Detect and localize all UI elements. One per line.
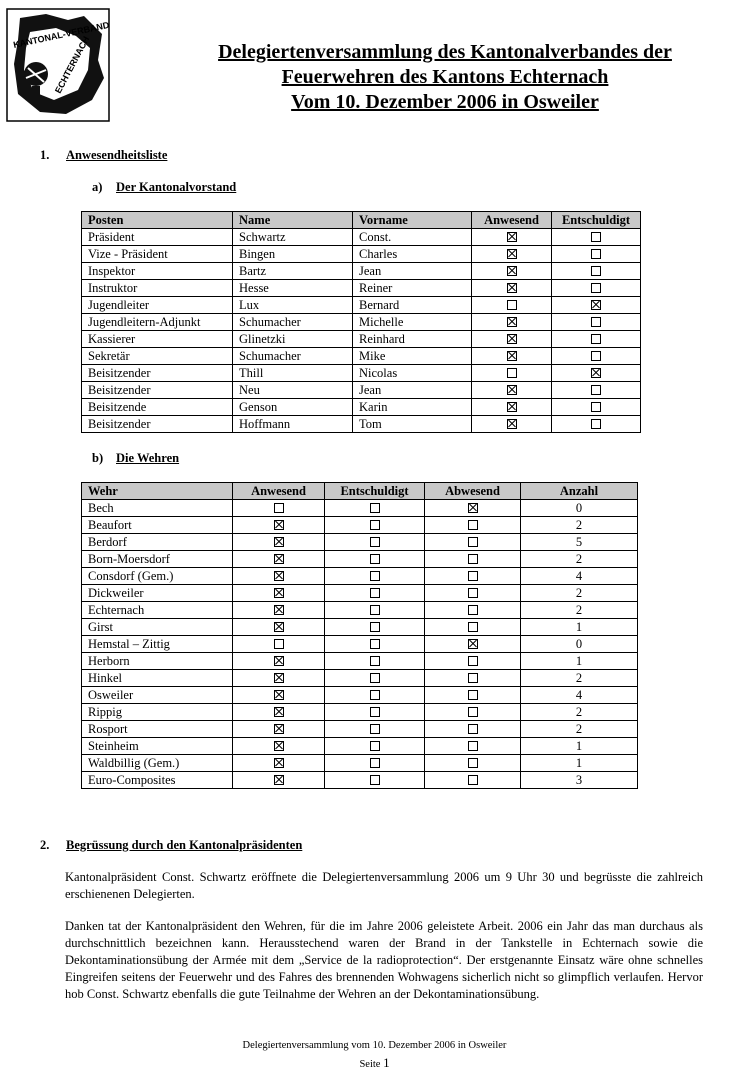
empty-checkbox-icon [591,334,601,344]
vorname-cell: Const. [353,229,472,246]
anwesend-cell [233,721,325,738]
abwesend-cell [425,670,521,687]
entschuldigt-cell [325,619,425,636]
empty-checkbox-icon [370,571,380,581]
anzahl-cell: 2 [521,670,638,687]
empty-checkbox-icon [468,656,478,666]
entschuldigt-cell [325,602,425,619]
table-row [82,721,638,738]
logo-side-text: ECHTERNACH [52,34,92,95]
col-anwesend-header: Anwesend [233,483,325,500]
anwesend-cell [233,568,325,585]
empty-checkbox-icon [370,707,380,717]
checked-checkbox-icon [274,775,284,785]
entschuldigt-cell [552,416,641,433]
posten-cell: Präsident [82,229,233,246]
empty-checkbox-icon [468,724,478,734]
anwesend-cell [233,738,325,755]
empty-checkbox-icon [468,775,478,785]
entschuldigt-cell [325,517,425,534]
checked-checkbox-icon [274,758,284,768]
empty-checkbox-icon [468,588,478,598]
table-row [82,568,638,585]
empty-checkbox-icon [468,741,478,751]
col-anzahl-header: Anzahl [521,483,638,500]
wehr-cell: Berdorf [82,534,233,551]
wehr-cell: Euro-Composites [82,772,233,789]
anwesend-cell [472,416,552,433]
empty-checkbox-icon [370,690,380,700]
abwesend-cell [425,772,521,789]
table-row [82,416,641,433]
checked-checkbox-icon [274,537,284,547]
entschuldigt-cell [552,280,641,297]
anwesend-cell [472,314,552,331]
empty-checkbox-icon [591,385,601,395]
entschuldigt-cell [552,314,641,331]
anwesend-cell [233,670,325,687]
empty-checkbox-icon [370,639,380,649]
col-anwesend-header: Anwesend [472,212,552,229]
empty-checkbox-icon [591,266,601,276]
anzahl-cell: 5 [521,534,638,551]
name-cell: Genson [233,399,353,416]
empty-checkbox-icon [370,622,380,632]
anwesend-cell [472,382,552,399]
checked-checkbox-icon [591,368,601,378]
entschuldigt-cell [325,704,425,721]
vorname-cell: Mike [353,348,472,365]
abwesend-cell [425,568,521,585]
wehr-cell: Rippig [82,704,233,721]
subsection-b-heading [92,451,179,466]
checked-checkbox-icon [274,554,284,564]
empty-checkbox-icon [370,656,380,666]
section-1-number: 1. [40,148,50,162]
anwesend-cell [472,399,552,416]
section-1-heading [40,148,167,163]
anwesend-cell [472,348,552,365]
wehren-header-row [82,483,638,500]
empty-checkbox-icon [370,775,380,785]
vorname-cell: Karin [353,399,472,416]
table-row [82,534,638,551]
empty-checkbox-icon [370,503,380,513]
subsection-b-title: Die Wehren [116,451,180,465]
table-row [82,602,638,619]
anwesend-cell [233,704,325,721]
subsection-b-number: b) [92,451,104,465]
entschuldigt-cell [325,772,425,789]
checked-checkbox-icon [274,605,284,615]
anwesend-cell [472,263,552,280]
empty-checkbox-icon [370,588,380,598]
abwesend-cell [425,534,521,551]
checked-checkbox-icon [468,503,478,513]
entschuldigt-cell [325,653,425,670]
entschuldigt-cell [325,670,425,687]
table-row [82,280,641,297]
logo-top-text: KANTONAL-VERBAND [12,19,110,50]
section-2-title: Begrüssung durch den Kantonalpräsidenten [66,838,303,852]
abwesend-cell [425,636,521,653]
anzahl-cell: 2 [521,721,638,738]
empty-checkbox-icon [468,537,478,547]
wehr-cell: Consdorf (Gem.) [82,568,233,585]
anwesend-cell [472,297,552,314]
anwesend-cell [233,653,325,670]
entschuldigt-cell [552,246,641,263]
checked-checkbox-icon [507,317,517,327]
checked-checkbox-icon [274,588,284,598]
entschuldigt-cell [552,382,641,399]
anzahl-cell: 2 [521,517,638,534]
entschuldigt-cell [552,331,641,348]
anwesend-cell [233,772,325,789]
col-vorname-header: Vorname [353,212,472,229]
page-label: Seite [359,1059,381,1070]
empty-checkbox-icon [468,554,478,564]
anwesend-cell [233,500,325,517]
abwesend-cell [425,721,521,738]
empty-checkbox-icon [507,300,517,310]
table-row [82,500,638,517]
empty-checkbox-icon [370,605,380,615]
footer-text: Delegiertenversammlung vom 10. Dezember 2006 in Osweiler [242,1040,507,1051]
table-row [82,755,638,772]
entschuldigt-cell [325,500,425,517]
anwesend-cell [472,246,552,263]
wehr-cell: Steinheim [82,738,233,755]
entschuldigt-cell [325,534,425,551]
section-2-number: 2. [40,838,50,852]
table-row [82,297,641,314]
name-cell: Bartz [233,263,353,280]
name-cell: Thill [233,365,353,382]
paragraph-1: Kantonalpräsident Const. Schwartz eröffnete die Delegiertenversammlung 2006 um 9 Uhr 30 und begrüsste die zahlreich erschienenen Delegierten. [65,870,703,901]
wehr-cell: Herborn [82,653,233,670]
title-line-3: Vom 10. Dezember 2006 in Osweiler [291,91,599,113]
checked-checkbox-icon [274,690,284,700]
vorname-cell: Reiner [353,280,472,297]
anwesend-cell [233,619,325,636]
table-row [82,314,641,331]
anzahl-cell: 2 [521,551,638,568]
empty-checkbox-icon [507,368,517,378]
posten-cell: Instruktor [82,280,233,297]
subsection-a-title: Der Kantonalvorstand [116,180,237,194]
empty-checkbox-icon [468,758,478,768]
table-row [82,229,641,246]
posten-cell: Beisitzender [82,382,233,399]
name-cell: Schumacher [233,348,353,365]
anzahl-cell: 4 [521,568,638,585]
anzahl-cell: 3 [521,772,638,789]
checked-checkbox-icon [507,266,517,276]
wehren-table [81,482,638,789]
table-row [82,348,641,365]
abwesend-cell [425,602,521,619]
empty-checkbox-icon [468,707,478,717]
entschuldigt-cell [325,738,425,755]
abwesend-cell [425,755,521,772]
anzahl-cell: 4 [521,687,638,704]
anwesend-cell [233,602,325,619]
section-1-title: Anwesendheitsliste [66,148,168,162]
vorstand-table [81,211,641,433]
wehr-cell: Girst [82,619,233,636]
document-title [150,40,740,115]
entschuldigt-cell [325,636,425,653]
wehr-cell: Born-Moersdorf [82,551,233,568]
empty-checkbox-icon [591,402,601,412]
table-row [82,551,638,568]
anzahl-cell: 1 [521,755,638,772]
empty-checkbox-icon [468,571,478,581]
empty-checkbox-icon [591,249,601,259]
wehr-cell: Rosport [82,721,233,738]
table-row [82,382,641,399]
checked-checkbox-icon [507,385,517,395]
checked-checkbox-icon [507,351,517,361]
vorname-cell: Jean [353,263,472,280]
col-name-header: Name [233,212,353,229]
checked-checkbox-icon [274,520,284,530]
empty-checkbox-icon [591,283,601,293]
table-row [82,331,641,348]
title-line-2: Feuerwehren des Kantons Echternach [281,66,609,88]
entschuldigt-cell [552,229,641,246]
entschuldigt-cell [552,365,641,382]
anwesend-cell [472,229,552,246]
abwesend-cell [425,517,521,534]
table-row [82,670,638,687]
table-row [82,263,641,280]
paragraph-2: Danken tat der Kantonalpräsident den Wehren, für die im Jahre 2006 geleistete Arbeit. 2006 ein Jahr das man durchaus als durchschnittlich bezeichnen kann. Herausstechend waren der Brand in der Tankstelle in Echternach sowie die Dekontaminationsübung der Armée mit dem „Service de la radioprotection“. Der erstgenannte Einsatz wäre ohne schnelles Eingreifen seitens der Feuerwehr und des Fahres des brennenden Wohwagens sicherlich nicht so glimpflich verlaufen. Hervor hob Const. Schwartz ebenfalls die gute Teilnahme der Wehren an der Dekontaminationsübung. [65,919,703,1001]
abwesend-cell [425,653,521,670]
checked-checkbox-icon [274,707,284,717]
wehr-cell: Hinkel [82,670,233,687]
entschuldigt-cell [325,755,425,772]
table-row [82,738,638,755]
wehr-cell: Beaufort [82,517,233,534]
anzahl-cell: 2 [521,585,638,602]
table-row [82,585,638,602]
empty-checkbox-icon [468,690,478,700]
anwesend-cell [472,365,552,382]
entschuldigt-cell [325,551,425,568]
checked-checkbox-icon [274,741,284,751]
checked-checkbox-icon [274,724,284,734]
anwesend-cell [233,755,325,772]
name-cell: Bingen [233,246,353,263]
posten-cell: Beisitzender [82,365,233,382]
posten-cell: Jugendleiter [82,297,233,314]
empty-checkbox-icon [370,724,380,734]
empty-checkbox-icon [370,520,380,530]
posten-cell: Kassierer [82,331,233,348]
abwesend-cell [425,687,521,704]
empty-checkbox-icon [370,741,380,751]
entschuldigt-cell [552,348,641,365]
name-cell: Neu [233,382,353,399]
anzahl-cell: 1 [521,653,638,670]
checked-checkbox-icon [274,571,284,581]
table-row [82,704,638,721]
table-row [82,365,641,382]
checked-checkbox-icon [274,656,284,666]
vorname-cell: Nicolas [353,365,472,382]
wehr-cell: Echternach [82,602,233,619]
checked-checkbox-icon [507,283,517,293]
empty-checkbox-icon [370,554,380,564]
posten-cell: Inspektor [82,263,233,280]
anzahl-cell: 2 [521,704,638,721]
vorname-cell: Reinhard [353,331,472,348]
abwesend-cell [425,704,521,721]
name-cell: Hesse [233,280,353,297]
checked-checkbox-icon [507,402,517,412]
col-posten-header: Posten [82,212,233,229]
anwesend-cell [233,551,325,568]
posten-cell: Vize - Präsident [82,246,233,263]
wehr-cell: Osweiler [82,687,233,704]
wehr-cell: Waldbillig (Gem.) [82,755,233,772]
checked-checkbox-icon [507,232,517,242]
col-wehr-header: Wehr [82,483,233,500]
col-entschuldigt-header: Entschuldigt [552,212,641,229]
checked-checkbox-icon [274,673,284,683]
anzahl-cell: 2 [521,602,638,619]
empty-checkbox-icon [468,673,478,683]
name-cell: Schumacher [233,314,353,331]
abwesend-cell [425,585,521,602]
table-row [82,772,638,789]
name-cell: Lux [233,297,353,314]
anwesend-cell [233,534,325,551]
col-abwesend-header: Abwesend [425,483,521,500]
checked-checkbox-icon [468,639,478,649]
vorname-cell: Charles [353,246,472,263]
wehr-cell: Dickweiler [82,585,233,602]
name-cell: Glinetzki [233,331,353,348]
table-row [82,636,638,653]
table-row [82,687,638,704]
entschuldigt-cell [552,297,641,314]
checked-checkbox-icon [507,249,517,259]
empty-checkbox-icon [591,317,601,327]
table-row [82,653,638,670]
empty-checkbox-icon [274,503,284,513]
anwesend-cell [233,517,325,534]
checked-checkbox-icon [591,300,601,310]
anzahl-cell: 0 [521,500,638,517]
vorname-cell: Bernard [353,297,472,314]
anzahl-cell: 0 [521,636,638,653]
anzahl-cell: 1 [521,619,638,636]
table-row [82,246,641,263]
subsection-a-number: a) [92,180,103,194]
checked-checkbox-icon [507,419,517,429]
col-entschuldigt-header: Entschuldigt [325,483,425,500]
entschuldigt-cell [325,721,425,738]
posten-cell: Jugendleitern-Adjunkt [82,314,233,331]
abwesend-cell [425,619,521,636]
footer-page [0,1055,749,1071]
abwesend-cell [425,551,521,568]
wehr-cell: Hemstal – Zittig [82,636,233,653]
entschuldigt-cell [552,399,641,416]
checked-checkbox-icon [507,334,517,344]
vorname-cell: Jean [353,382,472,399]
vorstand-header-row [82,212,641,229]
empty-checkbox-icon [370,758,380,768]
empty-checkbox-icon [274,639,284,649]
table-row [82,619,638,636]
empty-checkbox-icon [370,673,380,683]
abwesend-cell [425,500,521,517]
empty-checkbox-icon [370,537,380,547]
empty-checkbox-icon [468,622,478,632]
empty-checkbox-icon [591,351,601,361]
empty-checkbox-icon [591,419,601,429]
entschuldigt-cell [325,585,425,602]
abwesend-cell [425,738,521,755]
posten-cell: Beisitzende [82,399,233,416]
anwesend-cell [233,687,325,704]
anwesend-cell [472,280,552,297]
vorname-cell: Tom [353,416,472,433]
anwesend-cell [233,636,325,653]
table-row [82,517,638,534]
section-2-heading [40,838,302,853]
entschuldigt-cell [325,687,425,704]
entschuldigt-cell [325,568,425,585]
anwesend-cell [233,585,325,602]
vorname-cell: Michelle [353,314,472,331]
entschuldigt-cell [552,263,641,280]
page-number: 1 [383,1055,390,1070]
empty-checkbox-icon [591,232,601,242]
anwesend-cell [472,331,552,348]
checked-checkbox-icon [274,622,284,632]
kantonalverband-logo [6,8,110,122]
wehr-cell: Bech [82,500,233,517]
name-cell: Hoffmann [233,416,353,433]
empty-checkbox-icon [468,520,478,530]
subsection-a-heading [92,180,236,195]
empty-checkbox-icon [468,605,478,615]
posten-cell: Beisitzender [82,416,233,433]
anzahl-cell: 1 [521,738,638,755]
table-row [82,399,641,416]
title-line-1: Delegiertenversammlung des Kantonalverbandes der [218,41,672,63]
name-cell: Schwartz [233,229,353,246]
posten-cell: Sekretär [82,348,233,365]
